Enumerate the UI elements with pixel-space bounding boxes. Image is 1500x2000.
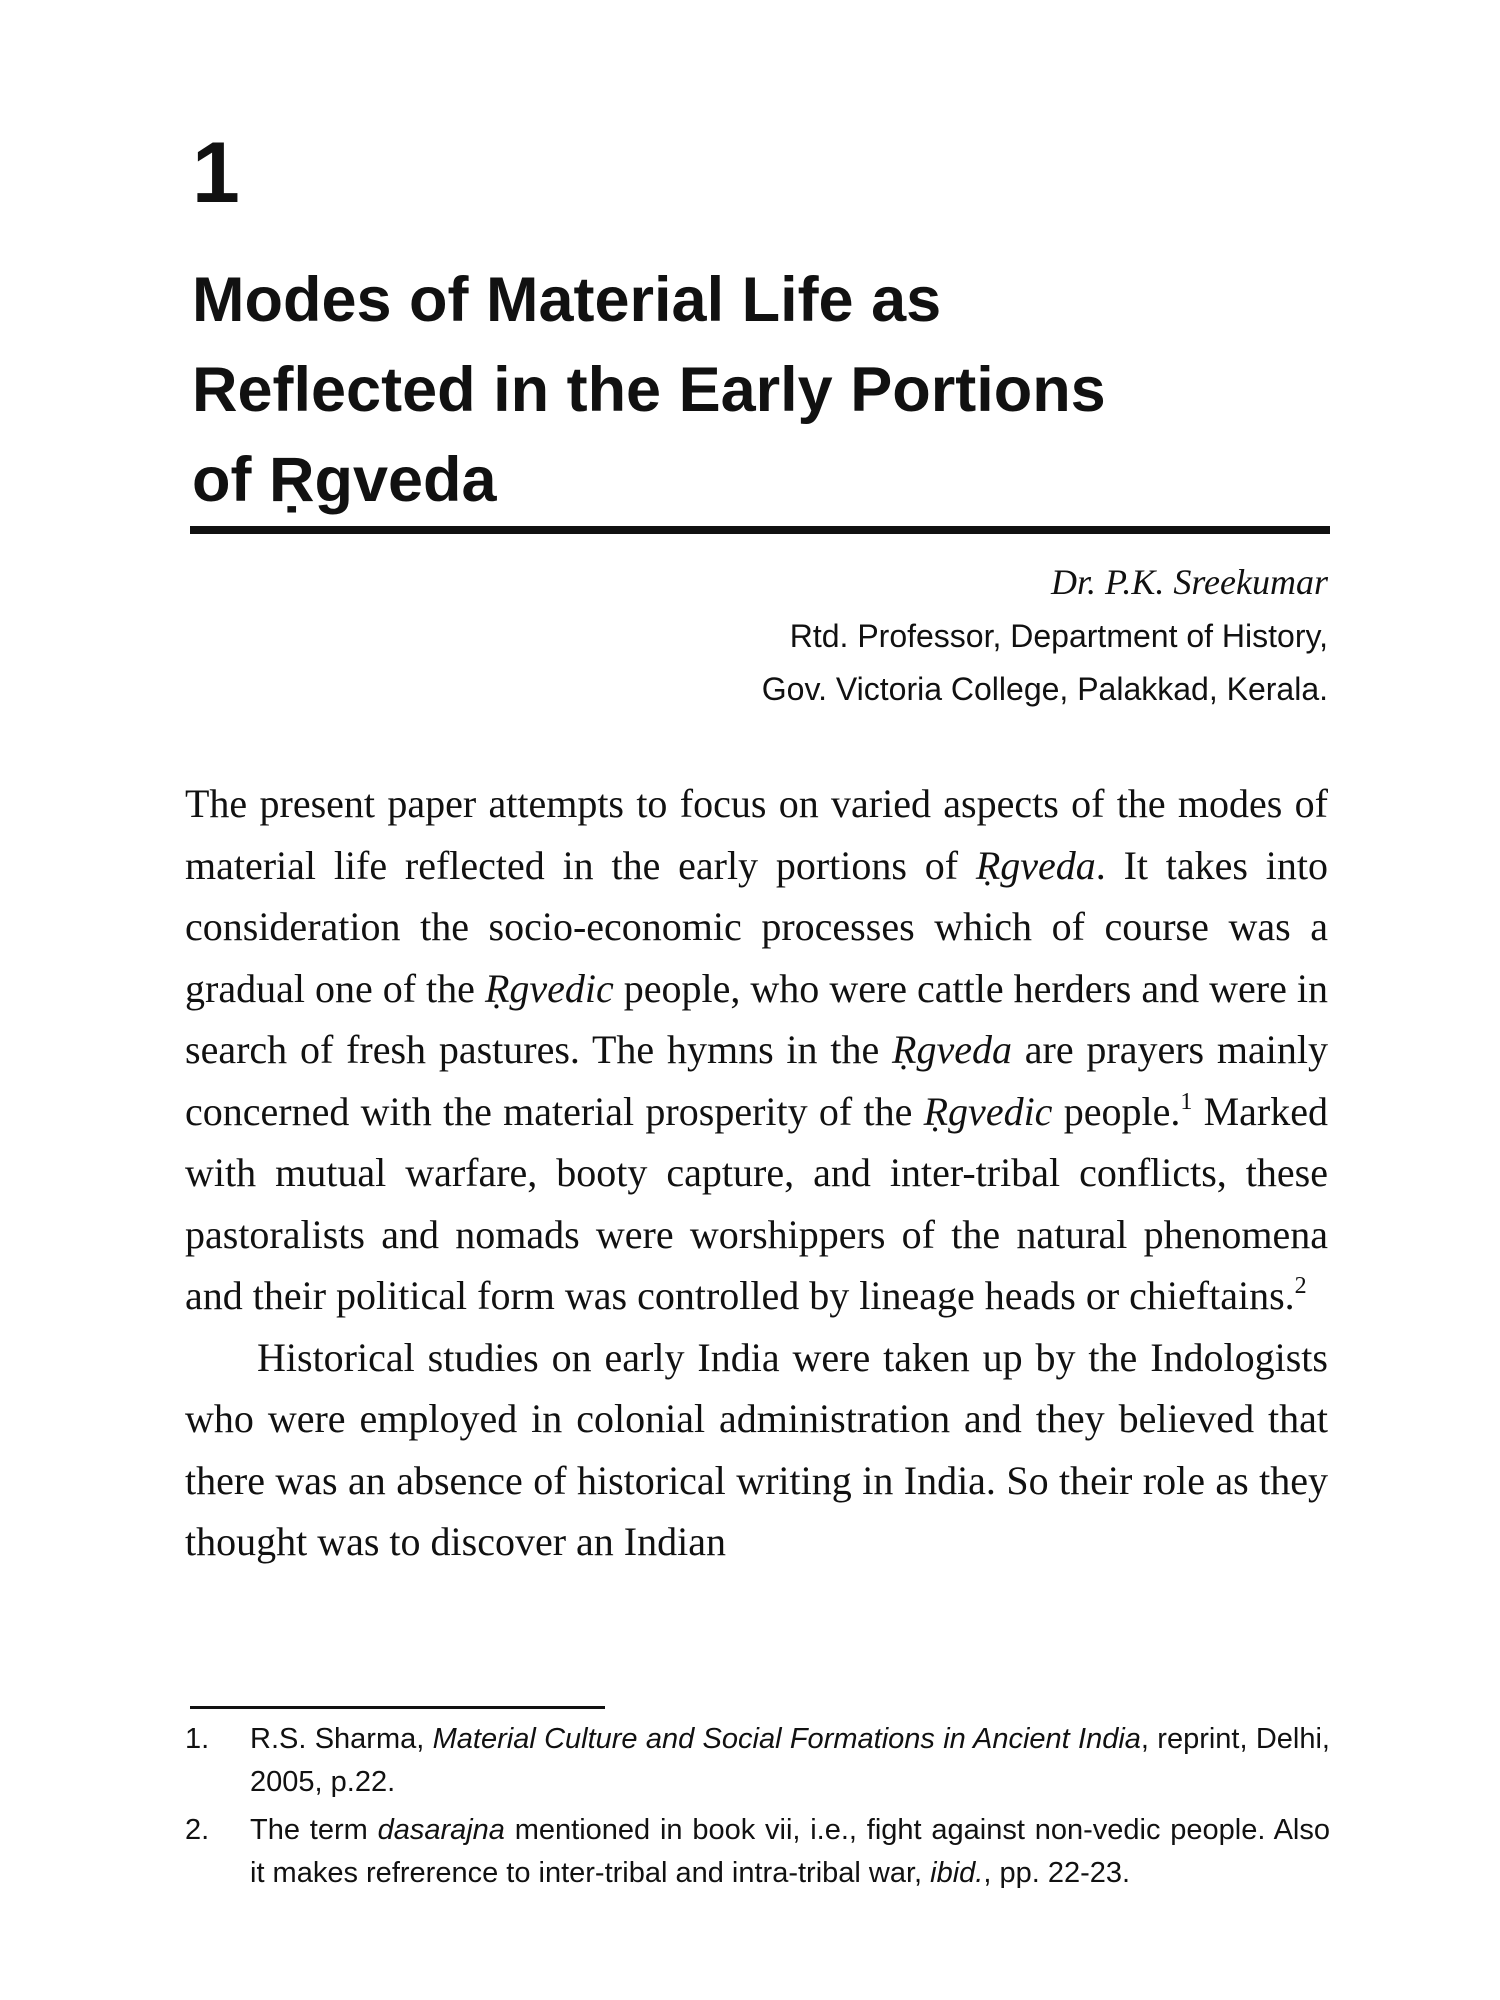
footnote-text xyxy=(250,1809,1330,1895)
book-title-italic: Material Culture and Social Formations in Ancient India xyxy=(432,1723,1141,1755)
text-run: Marked with mutual warfare, booty capture, and inter-tribal conflicts, these pastoralists and nomads were worshippers of the natural phenomena and their political form was controlled by lineage heads or chieftains. xyxy=(185,1088,1328,1318)
term-italic: Ṛgveda xyxy=(975,842,1096,888)
text-run: The term xyxy=(250,1814,378,1846)
text-run: , pp. 22-23. xyxy=(983,1857,1131,1889)
chapter-title-line: of Ṛgveda xyxy=(192,445,497,515)
author-name: Dr. P.K. Sreekumar xyxy=(1051,562,1328,602)
footnote-text xyxy=(250,1718,1330,1804)
author-byline xyxy=(762,555,1328,716)
chapter-title-line: Reflected in the Early Portions xyxy=(192,355,1106,425)
term-italic: ibid. xyxy=(930,1857,984,1889)
text-run: are prayers mainly concerned with the material prosperity of the xyxy=(185,1027,1328,1134)
chapter-number: 1 xyxy=(192,125,240,221)
footnote-1 xyxy=(185,1718,1330,1804)
paragraph-2: Historical studies on early India were taken up by the Indologists who were employed in colonial administration and they believed that there was an absence of historical writing in India. So their role as they thought was to discover an Indian xyxy=(185,1334,1328,1564)
text-run: mentioned in book vii, i.e., fight against non-vedic people. Also it makes refrerence to inter-tribal and intra-tribal war, xyxy=(250,1814,1330,1889)
title-divider xyxy=(190,526,1330,534)
footnote-ref-2[interactable]: 2 xyxy=(1294,1273,1307,1299)
footnote-divider xyxy=(190,1706,605,1709)
author-affiliation: Rtd. Professor, Department of History, xyxy=(789,618,1328,654)
paragraph-1 xyxy=(185,773,1328,1327)
text-run: The present paper attempts to focus on varied aspects of the modes of material life reflected in the early portions of xyxy=(185,781,1328,888)
term-italic: Ṛgvedic xyxy=(923,1088,1053,1134)
body-text xyxy=(185,773,1328,1573)
text-run: people, who were cattle herders and were in search of fresh pastures. The hymns in the xyxy=(185,965,1329,1072)
text-run: people. xyxy=(1052,1088,1181,1134)
term-italic: dasarajna xyxy=(377,1814,505,1846)
text-run: , reprint, Delhi, 2005, p.22. xyxy=(250,1723,1330,1798)
footnote-ref-1[interactable]: 1 xyxy=(1180,1088,1193,1115)
footnote-number: 2. xyxy=(185,1814,210,1846)
author-institution: Gov. Victoria College, Palakkad, Kerala. xyxy=(761,671,1328,707)
chapter-title xyxy=(192,255,1342,525)
footnotes xyxy=(185,1718,1330,1900)
term-italic: Ṛgveda xyxy=(892,1027,1012,1072)
term-italic: Ṛgvedic xyxy=(484,965,614,1011)
chapter-title-line: Modes of Material Life as xyxy=(192,265,942,335)
footnote-2 xyxy=(185,1809,1330,1895)
text-run: R.S. Sharma, xyxy=(250,1723,433,1755)
text-run: . It takes into consideration the socio-economic processes which of course was a gradual one of the xyxy=(185,842,1328,1011)
footnote-number: 1. xyxy=(185,1723,210,1755)
